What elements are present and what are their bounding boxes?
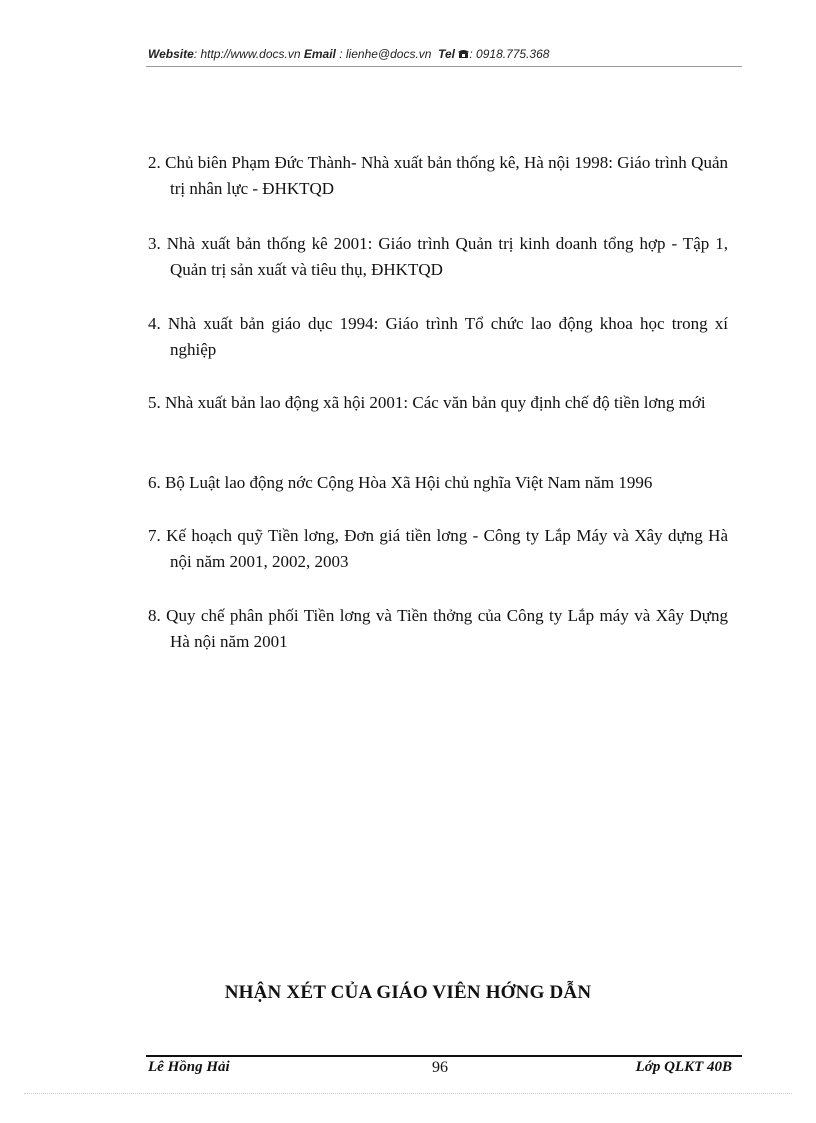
reference-item-6: 6. Bộ Luật lao động nớc Cộng Hòa Xã Hội chủ nghĩa Việt Nam năm 1996 [148,473,653,492]
footer-divider [146,1055,742,1057]
reference-item-3: 3. Nhà xuất bản thống kê 2001: Giáo trình Quản trị kinh doanh tổng hợp - Tập 1, Quản trị sản xuất và tiêu thụ, ĐHKTQD [148,234,728,279]
section-title: NHẬN XÉT CỦA GIÁO VIÊN HỚNG DẪN [224,982,592,1003]
reference-item-7: 7. Kế hoạch quỹ Tiền lơng, Đơn giá tiền lơng - Công ty Lắp Máy và Xây dựng Hà nội năm 2001, 2002, 2003 [148,526,728,571]
header-divider [146,66,742,67]
website-value[interactable]: : http://www.docs.vn [193,47,301,61]
page-bottom-border [24,1093,792,1094]
phone-icon [458,48,469,62]
tel-label: Tel [438,47,456,61]
email-value[interactable]: : lienhe@docs.vn [339,47,432,61]
page-number: 96 [432,1059,448,1076]
footer-class: Lớp QLKT 40B [635,1059,732,1075]
tel-value: : 0918.775.368 [469,47,550,61]
reference-item-2: 2. Chủ biên Phạm Đức Thành- Nhà xuất bản thống kê, Hà nội 1998: Giáo trình Quản trị nhân lực - ĐHKTQD [148,153,728,198]
website-label: Website [148,47,194,61]
reference-item-5: 5. Nhà xuất bản lao động xã hội 2001: Các văn bản quy định chế độ tiền lơng mới [148,393,706,412]
page-header [148,47,741,62]
reference-item-8: 8. Quy chế phân phối Tiền lơng và Tiền thởng của Công ty Lắp máy và Xây Dựng Hà nội năm 2001 [148,606,728,651]
email-label: Email [303,47,336,61]
reference-item-4: 4. Nhà xuất bản giáo dục 1994: Giáo trình Tổ chức lao động khoa học trong xí nghiệp [148,314,728,359]
footer-author: Lê Hồng Hải [148,1059,230,1075]
